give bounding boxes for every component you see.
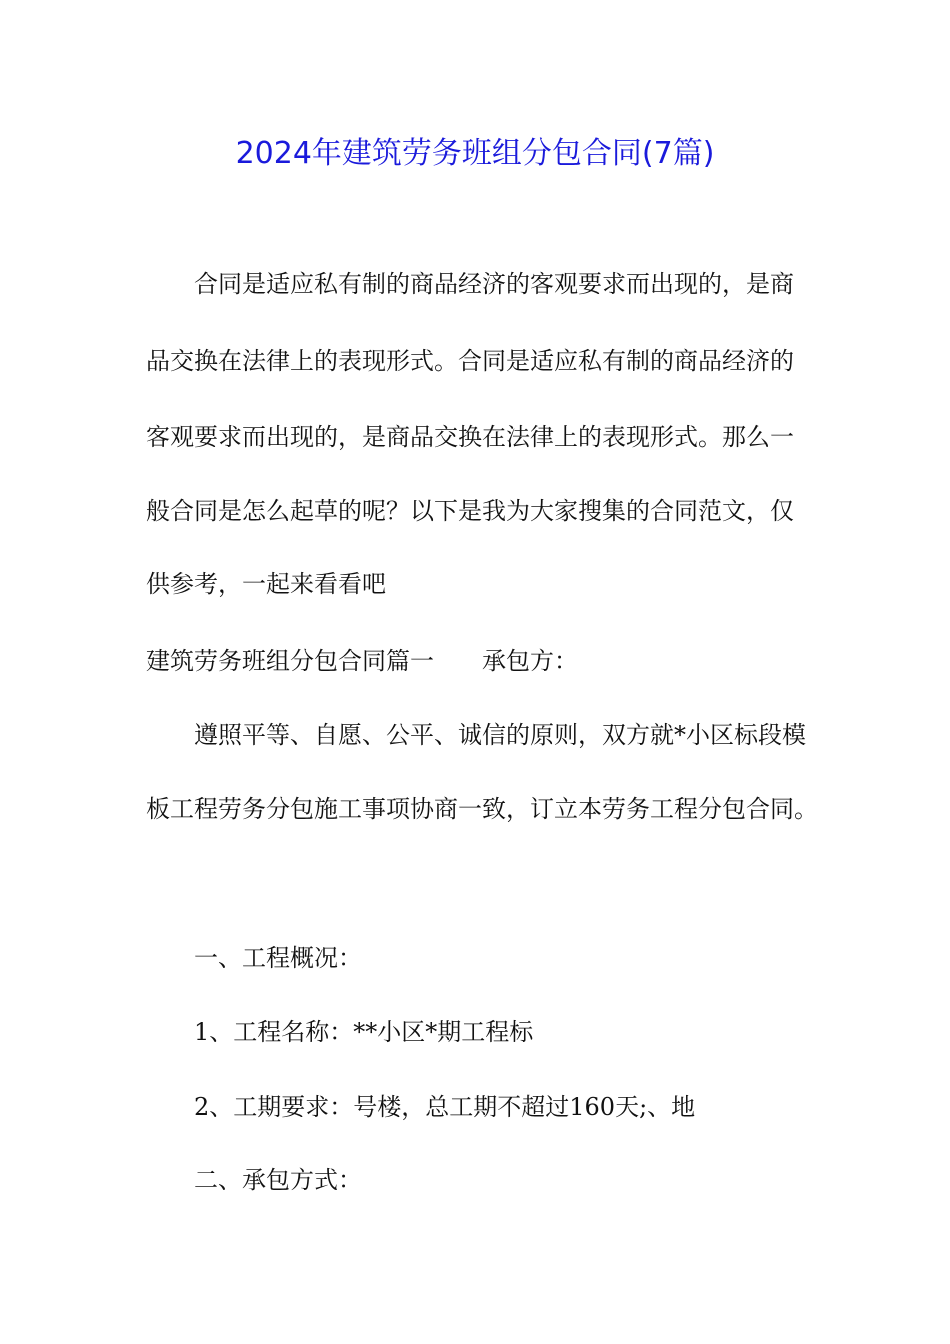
clause-heading-contract-method: 二、承包方式： <box>194 1166 362 1194</box>
intro-line: 合同是适应私有制的商品经济的客观要求而出现的，是商 <box>194 270 794 298</box>
clause-heading-project-overview: 一、工程概况： <box>194 944 362 972</box>
principle-line: 遵照平等、自愿、公平、诚信的原则，双方就*小区标段模 <box>194 721 806 749</box>
document-title: 2024年建筑劳务班组分包合同(7篇) <box>235 136 715 171</box>
clause-schedule: 2、工期要求：号楼，总工期不超过160天;、地 <box>194 1093 696 1121</box>
principle-line: 板工程劳务分包施工事项协商一致，订立本劳务工程分包合同。 <box>146 795 818 823</box>
section-heading: 建筑劳务班组分包合同篇一 <box>146 647 434 675</box>
intro-line: 客观要求而出现的，是商品交换在法律上的表现形式。那么一 <box>146 423 794 451</box>
contractor-label: 承包方： <box>482 647 578 675</box>
intro-line: 供参考，一起来看看吧 <box>146 570 386 598</box>
intro-line: 品交换在法律上的表现形式。合同是适应私有制的商品经济的 <box>146 347 794 375</box>
clause-project-name: 1、工程名称：**小区*期工程标 <box>194 1018 534 1046</box>
intro-line: 般合同是怎么起草的呢？以下是我为大家搜集的合同范文，仅 <box>146 497 794 525</box>
